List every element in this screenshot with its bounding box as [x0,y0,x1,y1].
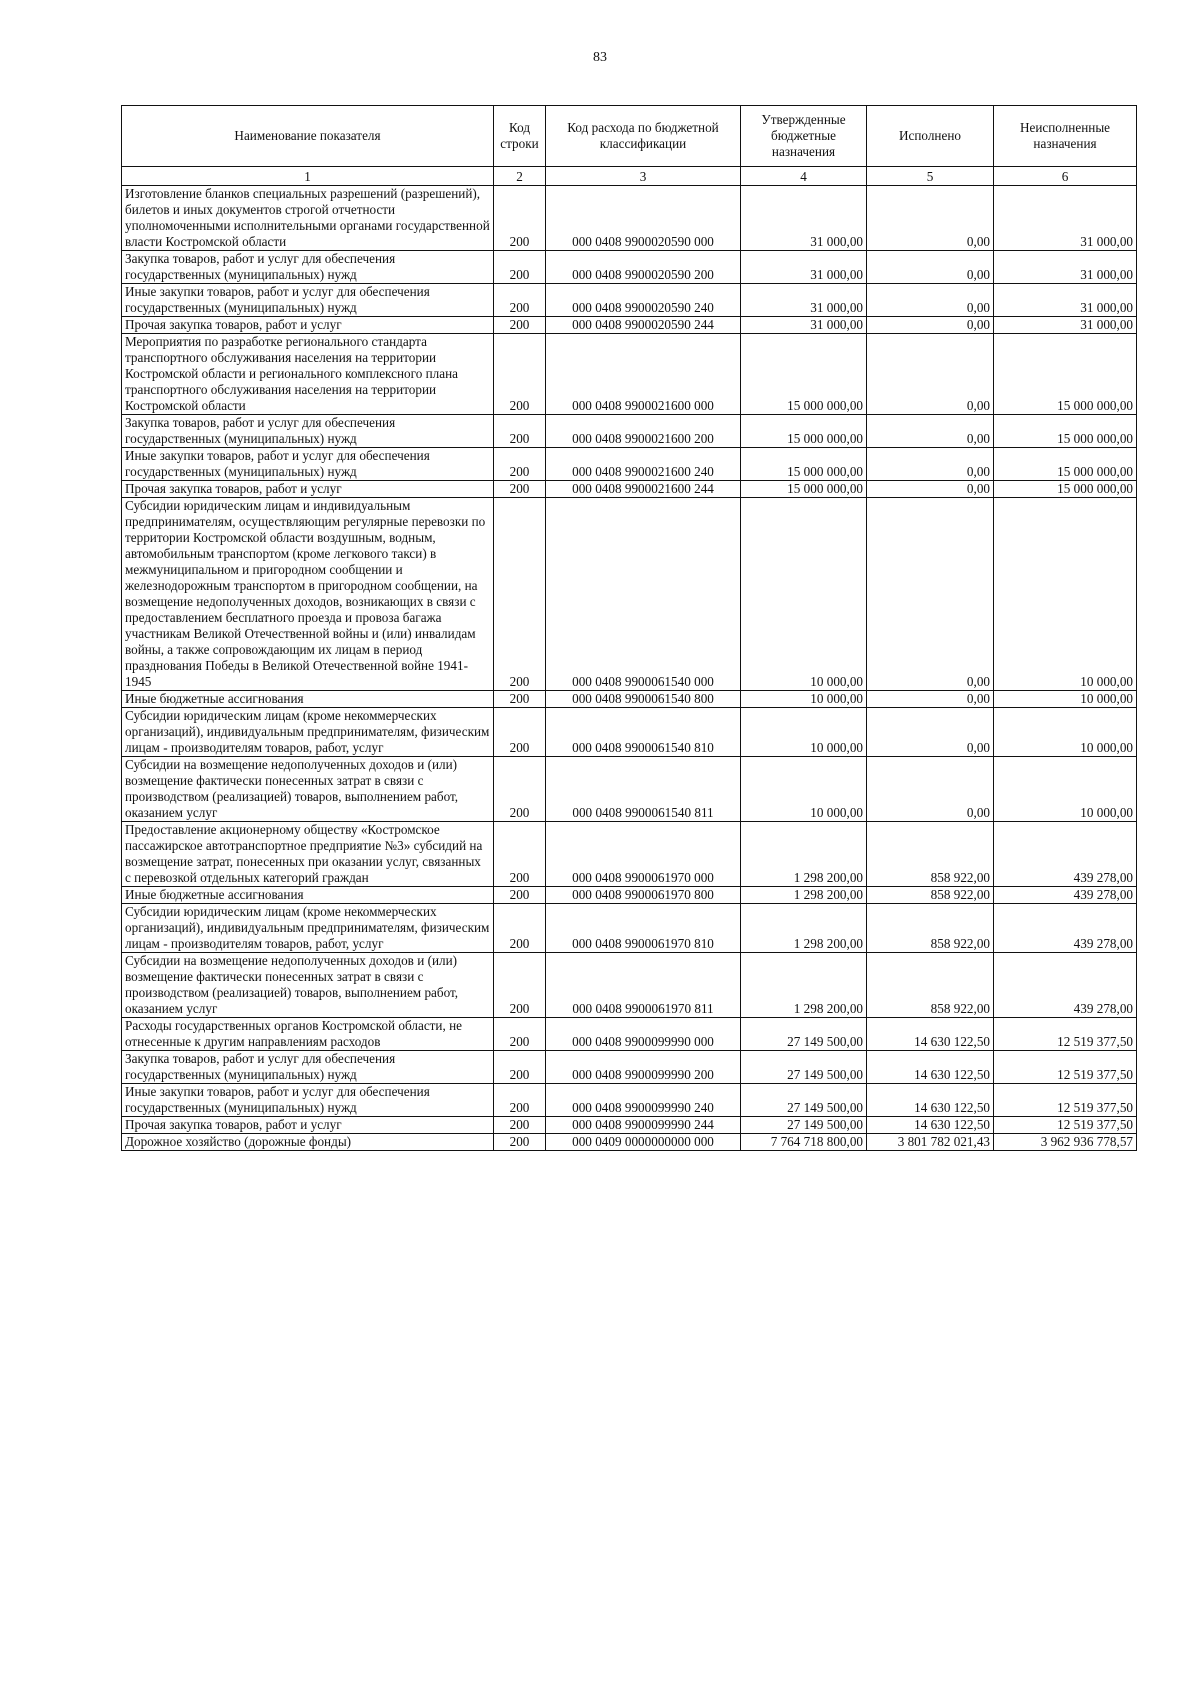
row-name: Дорожное хозяйство (дорожные фонды) [122,1134,494,1151]
column-number: 6 [994,167,1137,186]
row-name: Предоставление акционерному обществу «Костромское пассажирское автотранспортное предприятие №3» субсидий на возмещение затрат, понесенных при оказании услуг, связанных с перевозкой отдельных категорий граждан [122,822,494,887]
row-name: Изготовление бланков специальных разрешений (разрешений), билетов и иных документов строгой отчетности уполномоченными исполнительными органами государственной власти Костромской области [122,186,494,251]
row-approved: 1 298 200,00 [741,822,867,887]
table-row [122,1051,1137,1084]
row-kbk: 000 0408 9900020590 244 [546,317,741,334]
row-kbk: 000 0408 9900061540 800 [546,691,741,708]
row-kbk: 000 0408 9900021600 240 [546,448,741,481]
row-unexecuted: 31 000,00 [994,186,1137,251]
row-unexecuted: 12 519 377,50 [994,1051,1137,1084]
row-code: 200 [494,1134,546,1151]
row-approved: 10 000,00 [741,691,867,708]
row-approved: 10 000,00 [741,757,867,822]
table-row [122,1084,1137,1117]
row-name: Субсидии юридическим лицам (кроме некоммерческих организаций), индивидуальным предпринимателям, физическим лицам - производителям товаров, работ, услуг [122,904,494,953]
row-approved: 27 149 500,00 [741,1084,867,1117]
row-unexecuted: 31 000,00 [994,251,1137,284]
row-kbk: 000 0408 9900020590 200 [546,251,741,284]
row-executed: 0,00 [867,317,994,334]
row-approved: 27 149 500,00 [741,1051,867,1084]
table-row [122,448,1137,481]
row-approved: 15 000 000,00 [741,448,867,481]
row-unexecuted: 3 962 936 778,57 [994,1134,1137,1151]
row-kbk: 000 0408 9900099990 000 [546,1018,741,1051]
row-kbk: 000 0408 9900099990 200 [546,1051,741,1084]
row-approved: 10 000,00 [741,708,867,757]
table-row [122,284,1137,317]
table-row [122,334,1137,415]
column-number: 1 [122,167,494,186]
row-name: Мероприятия по разработке регионального стандарта транспортного обслуживания населения на территории Костромской области и регионального комплексного плана транспортного обслуживания населения на территории Костромской области [122,334,494,415]
row-code: 200 [494,887,546,904]
table-row [122,317,1137,334]
row-kbk: 000 0408 9900061970 810 [546,904,741,953]
row-kbk: 000 0409 0000000000 000 [546,1134,741,1151]
row-kbk: 000 0408 9900061970 811 [546,953,741,1018]
table-row [122,481,1137,498]
row-name: Закупка товаров, работ и услуг для обеспечения государственных (муниципальных) нужд [122,251,494,284]
row-executed: 0,00 [867,415,994,448]
row-name: Прочая закупка товаров, работ и услуг [122,481,494,498]
row-kbk: 000 0408 9900099990 240 [546,1084,741,1117]
column-number-row [122,167,1137,186]
table-row [122,904,1137,953]
row-code: 200 [494,1018,546,1051]
column-number: 3 [546,167,741,186]
table-row [122,251,1137,284]
row-approved: 31 000,00 [741,284,867,317]
row-unexecuted: 10 000,00 [994,691,1137,708]
row-unexecuted: 439 278,00 [994,887,1137,904]
row-code: 200 [494,691,546,708]
row-name: Прочая закупка товаров, работ и услуг [122,1117,494,1134]
row-name: Закупка товаров, работ и услуг для обеспечения государственных (муниципальных) нужд [122,415,494,448]
row-unexecuted: 439 278,00 [994,822,1137,887]
row-code: 200 [494,1051,546,1084]
row-unexecuted: 12 519 377,50 [994,1084,1137,1117]
row-code: 200 [494,708,546,757]
row-kbk: 000 0408 9900021600 200 [546,415,741,448]
row-unexecuted: 15 000 000,00 [994,481,1137,498]
row-name: Прочая закупка товаров, работ и услуг [122,317,494,334]
row-executed: 0,00 [867,448,994,481]
table-header-row [122,106,1137,167]
row-code: 200 [494,1084,546,1117]
row-code: 200 [494,1117,546,1134]
row-kbk: 000 0408 9900021600 000 [546,334,741,415]
row-executed: 0,00 [867,186,994,251]
row-approved: 27 149 500,00 [741,1117,867,1134]
row-code: 200 [494,317,546,334]
row-executed: 0,00 [867,708,994,757]
row-executed: 3 801 782 021,43 [867,1134,994,1151]
row-unexecuted: 15 000 000,00 [994,415,1137,448]
row-name: Иные закупки товаров, работ и услуг для обеспечения государственных (муниципальных) нужд [122,1084,494,1117]
row-executed: 14 630 122,50 [867,1051,994,1084]
row-approved: 15 000 000,00 [741,481,867,498]
row-code: 200 [494,448,546,481]
row-unexecuted: 15 000 000,00 [994,334,1137,415]
row-unexecuted: 31 000,00 [994,317,1137,334]
table-row [122,757,1137,822]
row-name: Субсидии на возмещение недополученных доходов и (или) возмещение фактически понесенных затрат в связи с производством (реализацией) товаров, выполнением работ, оказанием услуг [122,953,494,1018]
table-row [122,887,1137,904]
row-executed: 0,00 [867,757,994,822]
table-row [122,1134,1137,1151]
row-unexecuted: 10 000,00 [994,498,1137,691]
header-code: Код строки [494,106,546,167]
row-code: 200 [494,757,546,822]
row-approved: 31 000,00 [741,186,867,251]
row-code: 200 [494,953,546,1018]
row-name: Субсидии юридическим лицам (кроме некоммерческих организаций), индивидуальным предпринимателям, физическим лицам - производителям товаров, работ, услуг [122,708,494,757]
row-approved: 10 000,00 [741,498,867,691]
row-executed: 14 630 122,50 [867,1117,994,1134]
row-approved: 15 000 000,00 [741,415,867,448]
row-approved: 1 298 200,00 [741,904,867,953]
row-name: Иные закупки товаров, работ и услуг для обеспечения государственных (муниципальных) нужд [122,284,494,317]
row-unexecuted: 439 278,00 [994,904,1137,953]
row-code: 200 [494,284,546,317]
table-row [122,953,1137,1018]
row-code: 200 [494,415,546,448]
row-executed: 0,00 [867,334,994,415]
page-number: 83 [593,50,607,65]
row-kbk: 000 0408 9900061970 800 [546,887,741,904]
row-kbk: 000 0408 9900099990 244 [546,1117,741,1134]
row-kbk: 000 0408 9900020590 000 [546,186,741,251]
header-approved: Утвержденные бюджетные назначения [741,106,867,167]
row-name: Субсидии юридическим лицам и индивидуальным предпринимателям, осуществляющим регулярные перевозки по территории Костромской области воздушным, водным, автомобильным транспортом (кроме легкового такси) в межмуниципальном и пригородном сообщении и железнодорожным транспортом в пригородном сообщении, на возмещение недополученных доходов, возникающих в связи с предоставлением бесплатного проезда и провоза багажа участникам Великой Отечественной войны и (или) инвалидам войны, а также сопровождающим их лицам в период празднования Победы в Великой Отечественной войне 1941-1945 [122,498,494,691]
row-kbk: 000 0408 9900020590 240 [546,284,741,317]
table-row [122,186,1137,251]
column-number: 4 [741,167,867,186]
row-approved: 1 298 200,00 [741,887,867,904]
table-row [122,708,1137,757]
row-name: Иные бюджетные ассигнования [122,887,494,904]
row-approved: 1 298 200,00 [741,953,867,1018]
table-row [122,691,1137,708]
row-kbk: 000 0408 9900061540 811 [546,757,741,822]
row-name: Иные закупки товаров, работ и услуг для обеспечения государственных (муниципальных) нужд [122,448,494,481]
row-code: 200 [494,481,546,498]
row-code: 200 [494,498,546,691]
row-kbk: 000 0408 9900061540 000 [546,498,741,691]
row-name: Субсидии на возмещение недополученных доходов и (или) возмещение фактически понесенных затрат в связи с производством (реализацией) товаров, выполнением работ, оказанием услуг [122,757,494,822]
row-approved: 27 149 500,00 [741,1018,867,1051]
row-approved: 15 000 000,00 [741,334,867,415]
row-kbk: 000 0408 9900061970 000 [546,822,741,887]
row-executed: 858 922,00 [867,887,994,904]
row-unexecuted: 10 000,00 [994,708,1137,757]
header-executed: Исполнено [867,106,994,167]
row-kbk: 000 0408 9900021600 244 [546,481,741,498]
row-executed: 14 630 122,50 [867,1018,994,1051]
row-executed: 858 922,00 [867,822,994,887]
row-unexecuted: 15 000 000,00 [994,448,1137,481]
header-name: Наименование показателя [122,106,494,167]
row-code: 200 [494,904,546,953]
table-body [122,186,1137,1151]
row-executed: 0,00 [867,251,994,284]
column-number: 2 [494,167,546,186]
row-executed: 14 630 122,50 [867,1084,994,1117]
row-executed: 858 922,00 [867,904,994,953]
table-row [122,1117,1137,1134]
column-number: 5 [867,167,994,186]
row-approved: 7 764 718 800,00 [741,1134,867,1151]
row-code: 200 [494,334,546,415]
row-executed: 0,00 [867,481,994,498]
row-executed: 0,00 [867,691,994,708]
row-name: Расходы государственных органов Костромской области, не отнесенные к другим направлениям расходов [122,1018,494,1051]
row-approved: 31 000,00 [741,317,867,334]
row-kbk: 000 0408 9900061540 810 [546,708,741,757]
table-row [122,822,1137,887]
row-unexecuted: 10 000,00 [994,757,1137,822]
row-name: Закупка товаров, работ и услуг для обеспечения государственных (муниципальных) нужд [122,1051,494,1084]
row-unexecuted: 12 519 377,50 [994,1018,1137,1051]
header-unexecuted: Неисполненные назначения [994,106,1137,167]
row-code: 200 [494,822,546,887]
row-unexecuted: 439 278,00 [994,953,1137,1018]
row-executed: 0,00 [867,498,994,691]
row-executed: 858 922,00 [867,953,994,1018]
row-executed: 0,00 [867,284,994,317]
row-approved: 31 000,00 [741,251,867,284]
table-row [122,498,1137,691]
row-unexecuted: 31 000,00 [994,284,1137,317]
row-name: Иные бюджетные ассигнования [122,691,494,708]
table-row [122,415,1137,448]
header-kbk: Код расхода по бюджетной классификации [546,106,741,167]
budget-execution-table [121,105,1137,1151]
row-unexecuted: 12 519 377,50 [994,1117,1137,1134]
row-code: 200 [494,186,546,251]
row-code: 200 [494,251,546,284]
table-row [122,1018,1137,1051]
